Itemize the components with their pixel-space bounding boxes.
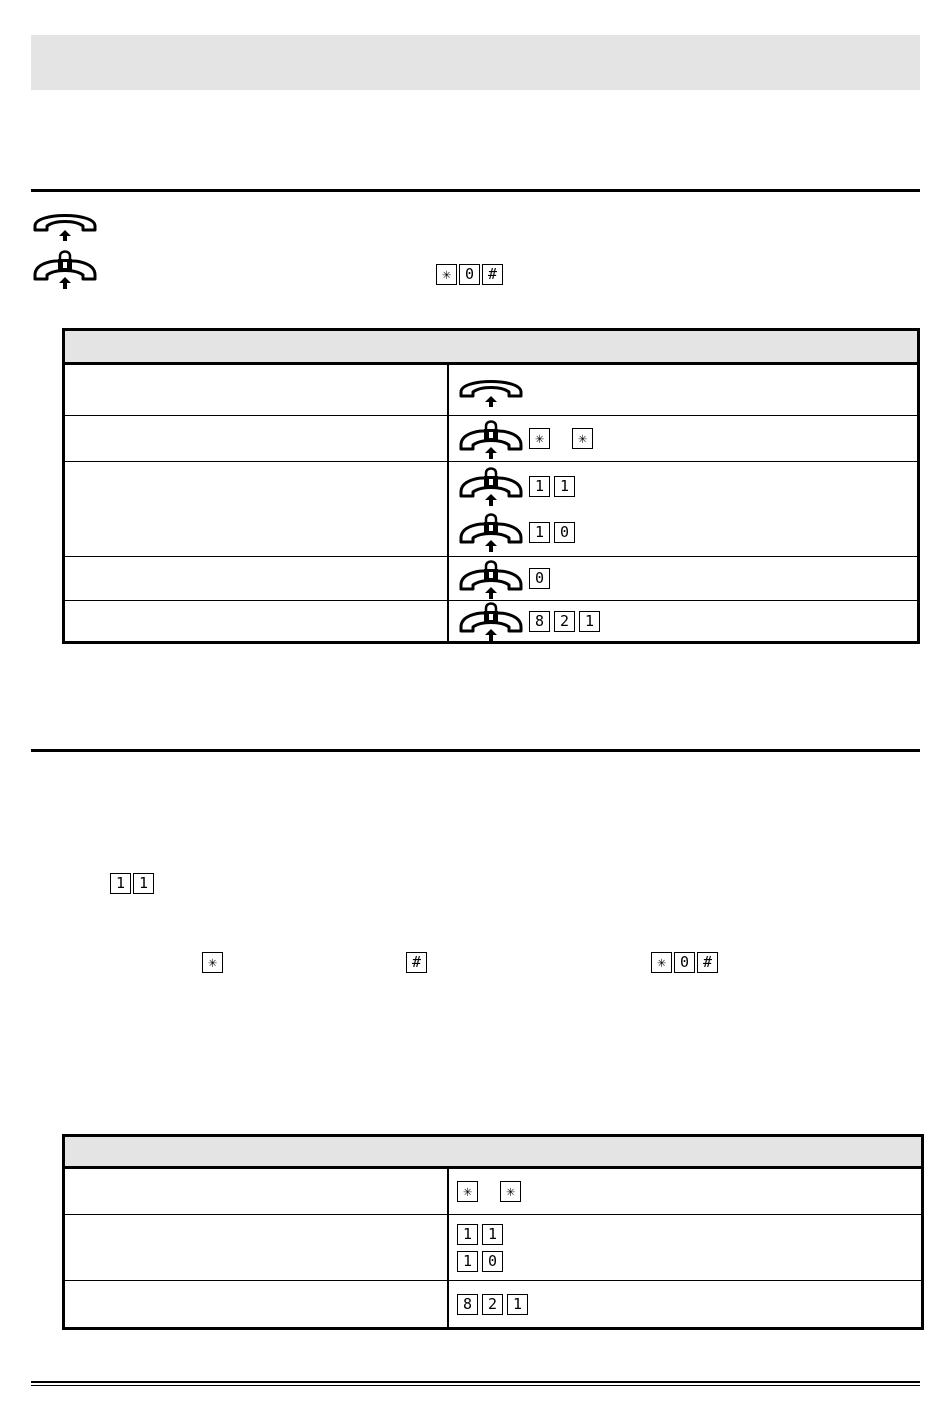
zero-key: 0: [674, 952, 695, 973]
zero-key: 0: [529, 568, 550, 589]
table-procedures-2: [62, 1134, 924, 1330]
table-row: [64, 416, 919, 462]
table-header: [64, 330, 919, 364]
hash-key: #: [406, 952, 427, 973]
one-key: 1: [507, 1294, 528, 1315]
star-key: ✳: [500, 1181, 521, 1202]
footer-rule-thin: [31, 1385, 920, 1386]
table-row: [64, 557, 919, 601]
key-hash: [406, 952, 427, 973]
one-key: 1: [482, 1224, 503, 1245]
zero-key: 0: [482, 1251, 503, 1272]
section-rule-1: [31, 189, 920, 192]
handset-lock-icon: [457, 466, 525, 506]
star-key: ✳: [436, 264, 457, 285]
one-key: 1: [457, 1224, 478, 1245]
handset-icon: [457, 372, 525, 408]
star-key: ✳: [457, 1181, 478, 1202]
table-row: [64, 601, 919, 643]
footer-rule: [31, 1381, 920, 1383]
star-key: ✳: [202, 952, 223, 973]
handset-lock-icon: [457, 512, 525, 552]
handset-lock-icon: [457, 419, 525, 459]
one-key: 1: [110, 873, 131, 894]
table-row: [64, 1168, 923, 1215]
table-row: [64, 364, 919, 416]
handset-lock-icon: [457, 601, 525, 641]
key-sequence-star-zero-hash: [436, 264, 503, 285]
zero-key: 0: [554, 522, 575, 543]
hash-key: #: [697, 952, 718, 973]
eight-key: 8: [529, 611, 550, 632]
handset-lock-icon: [31, 249, 99, 289]
star-key: ✳: [529, 428, 550, 449]
table-row: [64, 462, 919, 557]
handset-lock-icon: [457, 559, 525, 599]
one-key: 1: [457, 1251, 478, 1272]
table-header: [64, 1136, 923, 1168]
key-star: [202, 952, 223, 973]
key-sequence-star-zero-hash: [651, 952, 718, 973]
two-key: 2: [482, 1294, 503, 1315]
one-key: 1: [554, 476, 575, 497]
header-band: [31, 35, 920, 90]
one-key: 1: [133, 873, 154, 894]
table-row: [64, 1215, 923, 1281]
handset-icon: [31, 206, 99, 242]
table-procedures-1: [62, 328, 920, 644]
two-key: 2: [554, 611, 575, 632]
star-key: ✳: [572, 428, 593, 449]
one-key: 1: [529, 522, 550, 543]
one-key: 1: [579, 611, 600, 632]
key-sequence-one-one: [110, 873, 154, 894]
hash-key: #: [482, 264, 503, 285]
table-row: [64, 1281, 923, 1329]
star-key: ✳: [651, 952, 672, 973]
eight-key: 8: [457, 1294, 478, 1315]
zero-key: 0: [459, 264, 480, 285]
section-rule-2: [31, 749, 920, 752]
one-key: 1: [529, 476, 550, 497]
